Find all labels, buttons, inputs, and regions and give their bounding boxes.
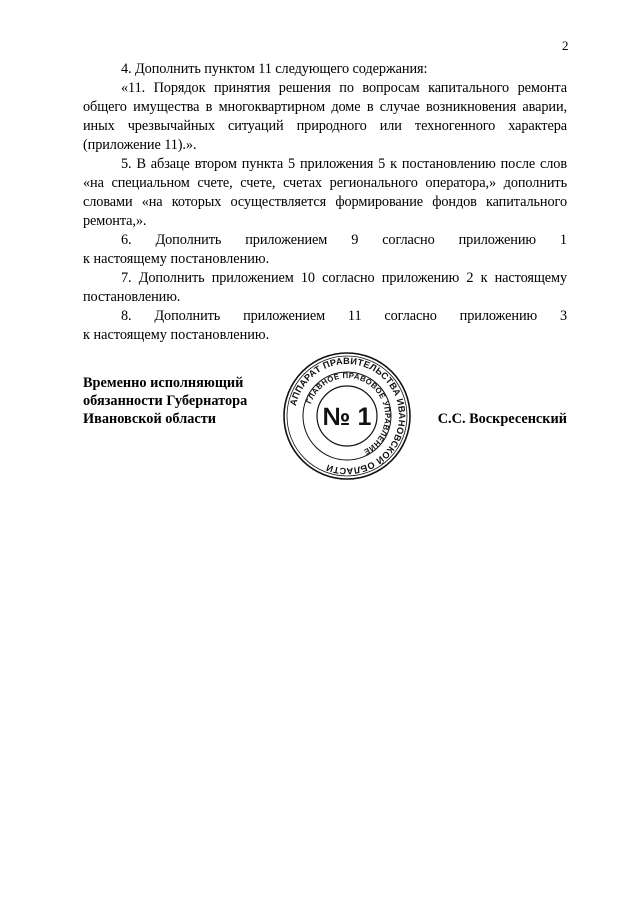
signer-position-line: Ивановской области [83,411,216,427]
paragraph-item-11-quote: «11. Порядок принятия решения по вопросам капитального ремонта общего имущества в многоквартирном доме в случае возникновения аварии, иных чрезвычайных ситуаций природного или техногенного характера (приложение 11).». [83,80,567,153]
paragraph-item-8-continuation: к настоящему постановлению. [83,327,270,343]
document-body [83,60,567,345]
paragraph-item-8: 8. Дополнить приложением 11 согласно приложению 3 [121,308,567,324]
signer-name: С.С. Воскресенский [437,411,567,427]
signature-block [83,355,567,482]
signer-position-line: обязанности Губернатора [83,393,248,409]
seal-outer-text: АППАРАТ ПРАВИТЕЛЬСТВА ИВАНОВСКОЙ ОБЛАСТИ [288,355,408,477]
official-seal-stamp [281,350,413,482]
paragraph-item-6: 6. Дополнить приложением 9 согласно приложению 1 [121,232,567,248]
page-number: 2 [562,38,569,53]
seal-inner-text: ГЛАВНОЕ ПРАВОВОЕ УПРАВЛЕНИЕ [304,370,393,457]
paragraph-item-4: 4. Дополнить пунктом 11 следующего содержания: [121,61,428,77]
paragraph-item-5: 5. В абзаце втором пункта 5 приложения 5 к постановлению после слов «на специальном счете, счете, счетах регионального оператора,» дополнить словами «на которых осуществляется формирование фондов капитального ремонта,». [83,156,567,229]
signer-position-line: Временно исполняющий [83,375,244,391]
seal-center-number: № 1 [322,403,372,431]
paragraph-item-7: 7. Дополнить приложением 10 согласно приложению 2 к настоящему постановлению. [83,270,567,305]
signer-position [83,374,247,428]
paragraph-item-6-continuation: к настоящему постановлению. [83,251,270,267]
